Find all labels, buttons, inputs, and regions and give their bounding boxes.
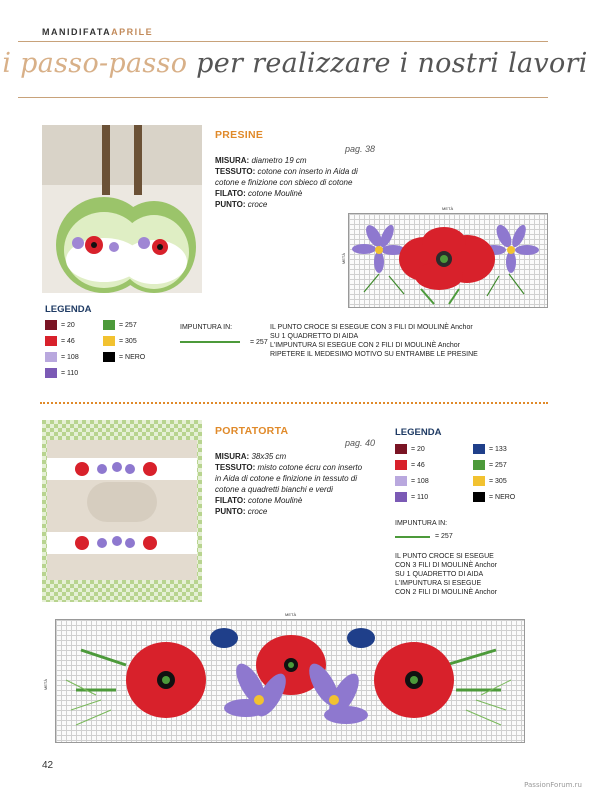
presine-misura bbox=[215, 155, 375, 166]
legend-swatch bbox=[103, 336, 115, 346]
portatorta-chart-mid-top: METÀ bbox=[285, 612, 297, 617]
presine-notes bbox=[270, 323, 530, 359]
presine-impuntura-label: IMPUNTURA IN: bbox=[180, 324, 233, 331]
legend-label: = 257 bbox=[489, 461, 507, 469]
legend-label: = 20 bbox=[411, 445, 425, 453]
legend-swatch bbox=[395, 492, 407, 502]
headline-accent: i passo-passo bbox=[2, 48, 188, 79]
presine-info bbox=[215, 155, 375, 210]
legend-swatch bbox=[103, 320, 115, 330]
section-separator bbox=[40, 402, 548, 404]
legend-item bbox=[45, 368, 78, 378]
legend-item bbox=[473, 460, 507, 470]
presine-punto-value: croce bbox=[247, 200, 268, 209]
legend-item bbox=[395, 476, 429, 486]
legend-item bbox=[473, 492, 515, 502]
legend-item bbox=[45, 320, 75, 330]
watermark: PassionForum.ru bbox=[524, 781, 582, 789]
portatorta-legend-title: LEGENDA bbox=[395, 427, 442, 438]
legend-label: = 110 bbox=[61, 369, 79, 377]
portatorta-punto-value: croce bbox=[247, 507, 268, 516]
portatorta-page-ref: pag. 40 bbox=[345, 438, 376, 448]
legend-swatch bbox=[473, 476, 485, 486]
legend-label: = NERO bbox=[119, 353, 146, 361]
legend-item bbox=[473, 444, 507, 454]
headline-rest: per realizzare i nostri lavori bbox=[196, 48, 588, 79]
portatorta-note-3: SU 1 QUADRETTO DI AIDA bbox=[395, 571, 484, 578]
legend-label: = 46 bbox=[61, 337, 75, 345]
legend-swatch bbox=[45, 320, 57, 330]
legend-item bbox=[45, 352, 79, 362]
presine-impuntura-line bbox=[180, 341, 240, 343]
issue-month: APRILE bbox=[111, 27, 154, 37]
legend-label: = 108 bbox=[61, 353, 79, 361]
portatorta-impuntura-line bbox=[395, 536, 430, 538]
legend-label: = 305 bbox=[119, 337, 137, 345]
legend-swatch bbox=[45, 368, 57, 378]
legend-item bbox=[103, 336, 137, 346]
header-rule-top bbox=[18, 41, 548, 42]
presine-tessuto-value: cotone con inserto in Aida di cotone e finizione con sbieco di cotone bbox=[215, 167, 358, 187]
legend-item bbox=[395, 460, 425, 470]
legend-swatch bbox=[395, 476, 407, 486]
legend-label: = 46 bbox=[411, 461, 425, 469]
portatorta-stitch-chart bbox=[55, 619, 525, 743]
portatorta-tessuto bbox=[215, 462, 365, 495]
presine-note-4: RIPETERE IL MEDESIMO MOTIVO SU ENTRAMBE LE PRESINE bbox=[270, 351, 478, 358]
legend-swatch bbox=[395, 444, 407, 454]
presine-misura-label: MISURA: bbox=[215, 156, 250, 165]
presine-impuntura-value: = 257 bbox=[250, 339, 268, 346]
presine-tessuto-label: TESSUTO: bbox=[215, 167, 256, 176]
portatorta-filato-value: cotone Moulinè bbox=[248, 496, 303, 505]
portatorta-punto-label: PUNTO: bbox=[215, 507, 246, 516]
legend-swatch bbox=[473, 444, 485, 454]
legend-swatch bbox=[45, 336, 57, 346]
presine-chart-motif bbox=[349, 214, 547, 307]
portatorta-note-1: IL PUNTO CROCE SI ESEGUE bbox=[395, 553, 494, 560]
header-rule-bottom bbox=[18, 97, 548, 98]
portatorta-misura-value: 38x35 cm bbox=[251, 452, 287, 461]
portatorta-misura-label: MISURA: bbox=[215, 452, 250, 461]
portatorta-legend bbox=[395, 444, 545, 514]
page-number: 42 bbox=[42, 760, 54, 771]
portatorta-title: PORTATORTA bbox=[215, 425, 289, 437]
legend-item bbox=[103, 352, 145, 362]
portatorta-tessuto-label: TESSUTO: bbox=[215, 463, 256, 472]
presine-punto bbox=[215, 199, 375, 210]
legend-item bbox=[45, 336, 75, 346]
presine-photo-illustration bbox=[42, 125, 202, 293]
page-headline bbox=[0, 48, 590, 79]
presine-chart-mid-side: METÀ bbox=[341, 252, 347, 265]
presine-title: PRESINE bbox=[215, 129, 264, 141]
presine-legend bbox=[45, 320, 175, 390]
portatorta-photo-illustration bbox=[42, 420, 202, 602]
legend-swatch bbox=[45, 352, 57, 362]
legend-item bbox=[395, 444, 425, 454]
portatorta-info bbox=[215, 451, 365, 517]
legend-item bbox=[395, 492, 428, 502]
magazine-title: MANIDIFATA bbox=[42, 27, 112, 37]
presine-note-2: SU 1 QUADRETTO DI AIDA bbox=[270, 333, 359, 340]
portatorta-photo bbox=[42, 420, 202, 602]
portatorta-chart-mid-side: METÀ bbox=[43, 678, 49, 691]
legend-swatch bbox=[395, 460, 407, 470]
legend-swatch bbox=[473, 492, 485, 502]
presine-photo bbox=[42, 125, 202, 293]
legend-swatch bbox=[103, 352, 115, 362]
portatorta-punto bbox=[215, 506, 365, 517]
legend-item bbox=[103, 320, 137, 330]
portatorta-filato-label: FILATO: bbox=[215, 496, 246, 505]
presine-chart-mid-top: METÀ bbox=[442, 206, 454, 211]
portatorta-impuntura-value: = 257 bbox=[435, 533, 453, 540]
portatorta-notes bbox=[395, 552, 545, 597]
presine-page-ref: pag. 38 bbox=[345, 144, 376, 154]
presine-tessuto bbox=[215, 166, 375, 188]
legend-label: = 110 bbox=[411, 493, 429, 501]
legend-label: = 257 bbox=[119, 321, 137, 329]
legend-label: = 305 bbox=[489, 477, 507, 485]
portatorta-tessuto-value: misto cotone écru con inserto in Aida di cotone e finizione in tessuto di cotone a quadretti bianchi e verdi bbox=[215, 463, 363, 494]
presine-legend-title: LEGENDA bbox=[45, 304, 92, 315]
presine-filato-label: FILATO: bbox=[215, 189, 246, 198]
presine-punto-label: PUNTO: bbox=[215, 200, 246, 209]
presine-note-3: L'IMPUNTURA SI ESEGUE CON 2 FILI DI MOULINÈ Anchor bbox=[270, 342, 460, 349]
magazine-name bbox=[42, 27, 153, 37]
legend-label: = NERO bbox=[489, 493, 516, 501]
presine-filato-value: cotone Moulinè bbox=[248, 189, 303, 198]
legend-label: = 133 bbox=[489, 445, 507, 453]
portatorta-impuntura-label: IMPUNTURA IN: bbox=[395, 520, 448, 527]
portatorta-misura bbox=[215, 451, 365, 462]
presine-stitch-chart bbox=[348, 213, 548, 308]
presine-misura-value: diametro 19 cm bbox=[251, 156, 307, 165]
legend-label: = 20 bbox=[61, 321, 75, 329]
legend-label: = 108 bbox=[411, 477, 429, 485]
legend-swatch bbox=[473, 460, 485, 470]
portatorta-chart-motif bbox=[56, 620, 524, 742]
portatorta-filato bbox=[215, 495, 365, 506]
portatorta-note-2: CON 3 FILI DI MOULINÈ Anchor bbox=[395, 562, 497, 569]
presine-filato bbox=[215, 188, 375, 199]
portatorta-note-5: CON 2 FILI DI MOULINÈ Anchor bbox=[395, 589, 497, 596]
portatorta-note-4: L'IMPUNTURA SI ESEGUE bbox=[395, 580, 482, 587]
legend-item bbox=[473, 476, 507, 486]
presine-note-1: IL PUNTO CROCE SI ESEGUE CON 3 FILI DI MOULINÈ Anchor bbox=[270, 324, 473, 331]
